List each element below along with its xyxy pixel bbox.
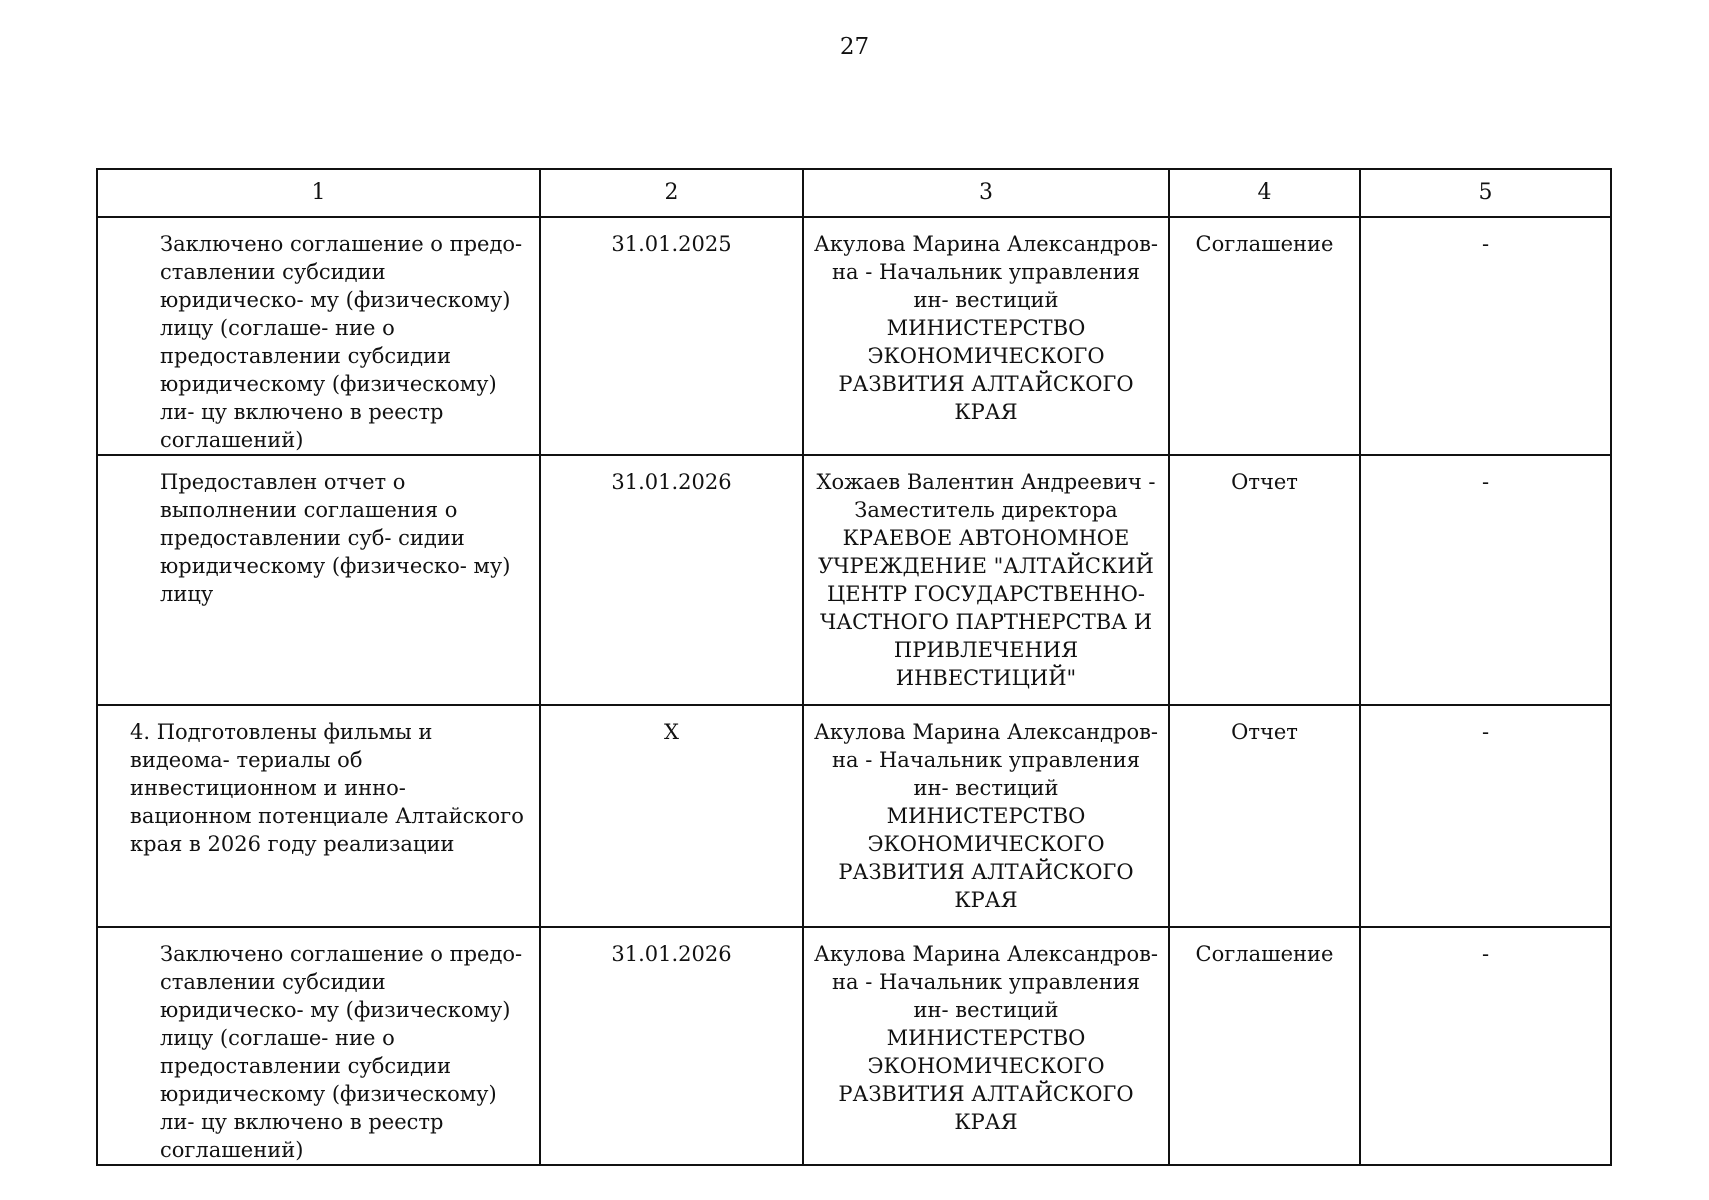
responsible-organization: МИНИСТЕРСТВО ЭКОНОМИЧЕСКОГО РАЗВИТИЯ АЛТАЙСКОГО КРАЯ xyxy=(838,316,1134,424)
responsible-organization: МИНИСТЕРСТВО ЭКОНОМИЧЕСКОГО РАЗВИТИЯ АЛТАЙСКОГО КРАЯ xyxy=(838,1026,1134,1134)
responsible-person: Акулова Марина Александров- на - Начальник управления ин- вестиций xyxy=(813,720,1159,800)
note-cell: - xyxy=(1360,705,1611,927)
event-cell: 4. Подготовлены фильмы и видеома- териалы об инвестиционном и инно- вационном потенциале Алтайского края в 2026 году реализации xyxy=(97,705,540,927)
table-row xyxy=(97,217,1611,455)
plan-table xyxy=(96,168,1612,1166)
date-cell: 31.01.2026 xyxy=(540,455,803,705)
column-header: 2 xyxy=(540,169,803,217)
responsible-cell xyxy=(803,217,1169,455)
document-cell: Соглашение xyxy=(1169,927,1360,1165)
table-row xyxy=(97,455,1611,705)
table-row xyxy=(97,705,1611,927)
date-cell: 31.01.2025 xyxy=(540,217,803,455)
event-cell: Заключено соглашение о предо- ставлении субсидии юридическо- му (физическому) лицу (соглаше- ние о предоставлении субсидии юридическому (физическому) ли- цу включено в реестр соглашений) xyxy=(97,927,540,1165)
table-header-row xyxy=(97,169,1611,217)
responsible-cell xyxy=(803,455,1169,705)
page-number: 27 xyxy=(839,34,870,60)
event-cell: Предоставлен отчет о выполнении соглашения о предоставлении суб- сидии юридическому (физическо- му) лицу xyxy=(97,455,540,705)
note-cell: - xyxy=(1360,927,1611,1165)
responsible-organization: МИНИСТЕРСТВО ЭКОНОМИЧЕСКОГО РАЗВИТИЯ АЛТАЙСКОГО КРАЯ xyxy=(838,804,1134,912)
column-header: 5 xyxy=(1360,169,1611,217)
document-cell: Соглашение xyxy=(1169,217,1360,455)
event-cell: Заключено соглашение о предо- ставлении субсидии юридическо- му (физическому) лицу (соглаше- ние о предоставлении субсидии юридическому (физическому) ли- цу включено в реестр соглашений) xyxy=(97,217,540,455)
table-row xyxy=(97,927,1611,1165)
column-header: 3 xyxy=(803,169,1169,217)
date-cell: X xyxy=(540,705,803,927)
responsible-cell xyxy=(803,705,1169,927)
document-cell: Отчет xyxy=(1169,455,1360,705)
document-cell: Отчет xyxy=(1169,705,1360,927)
responsible-person: Акулова Марина Александров- на - Начальник управления ин- вестиций xyxy=(813,942,1159,1022)
column-header: 1 xyxy=(97,169,540,217)
column-header: 4 xyxy=(1169,169,1360,217)
responsible-person: Акулова Марина Александров- на - Начальник управления ин- вестиций xyxy=(813,232,1159,312)
note-cell: - xyxy=(1360,455,1611,705)
note-cell: - xyxy=(1360,217,1611,455)
responsible-cell xyxy=(803,927,1169,1165)
responsible-person: Хожаев Валентин Андреевич - Заместитель директора xyxy=(816,470,1156,522)
date-cell: 31.01.2026 xyxy=(540,927,803,1165)
responsible-organization: КРАЕВОЕ АВТОНОМНОЕ УЧРЕЖДЕНИЕ "АЛТАЙСКИЙ ЦЕНТР ГОСУДАРСТВЕННО- ЧАСТНОГО ПАРТНЕРСТВА И ПРИВЛЕЧЕНИЯ ИНВЕСТИЦИЙ" xyxy=(818,526,1154,690)
